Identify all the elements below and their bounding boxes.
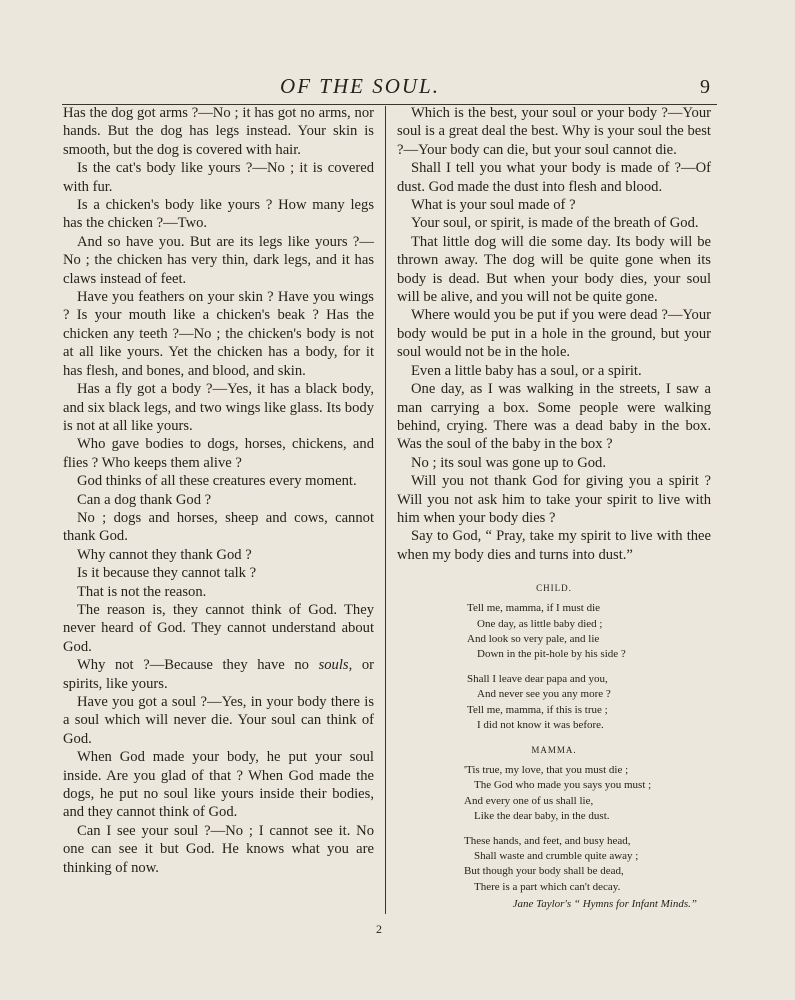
poem-line: These hands, and feet, and busy head,	[464, 835, 631, 847]
poem-line: Tell me, mamma, if this is true ;	[467, 703, 608, 716]
poem-line: Tell me, mamma, if I must die	[467, 602, 601, 615]
paragraph: When God made your body, he put your soul inside. Are you glad of that ? When God made the dogs, he put no soul like yours inside their bodies, and they cannot think of God.	[63, 749, 374, 821]
poem-line: I did not know it was before.	[477, 718, 604, 731]
paragraph: Is it because they cannot talk ?	[77, 565, 257, 582]
page-header-title: OF THE SOUL.	[280, 74, 440, 98]
paragraph: God thinks of all these creatures every moment.	[77, 473, 357, 490]
paragraph: Can I see your soul ?—No ; I cannot see it. No one can see it but God. He knows what you are thinking of now.	[63, 822, 374, 876]
left-column	[63, 104, 374, 877]
paragraph: Is the cat's body like yours ?—No ; it is covered with fur.	[63, 160, 374, 195]
poem-line: But though your body shall be dead,	[464, 865, 624, 878]
poem-heading-child: CHILD.	[536, 583, 572, 594]
poem-line: 'Tis true, my love, that you must die ;	[464, 764, 629, 777]
poem-line: One day, as little baby died ;	[477, 617, 603, 630]
poem-line: Like the dear baby, in the dust.	[474, 809, 610, 822]
paragraph-text: Why not ?—Because they have no	[77, 657, 319, 674]
poem	[397, 581, 711, 912]
paragraph: Which is the best, your soul or your body ?—Your soul is a great deal the best. Why is your soul the best ?—Your body can die, but your soul cannot die.	[397, 105, 711, 158]
paragraph: The reason is, they cannot think of God. They never heard of God. They cannot understand about God.	[63, 601, 374, 655]
paragraph: Say to God, “ Pray, take my spirit to live with thee when my body dies and turns into dust.”	[397, 528, 711, 563]
poem-stanza	[467, 672, 711, 733]
page-number: 9	[700, 76, 710, 98]
poem-stanza	[464, 834, 711, 895]
paragraph: No ; dogs and horses, sheep and cows, cannot thank God.	[63, 509, 374, 545]
poem-stanza	[467, 601, 711, 662]
paragraph-text: , or spirits, like yours.	[63, 657, 374, 692]
poem-attribution: Jane Taylor's “ Hymns for Infant Minds.”	[512, 897, 697, 910]
column-divider	[385, 106, 386, 914]
paragraph: Will you not thank God for giving you a spirit ? Will you not ask him to take your spirit to live with him when your body dies ?	[397, 473, 711, 526]
paragraph-with-emphasis	[63, 656, 374, 693]
poem-line: And never see you any more ?	[477, 688, 611, 701]
poem-line: And look so very pale, and lie	[467, 632, 600, 645]
paragraph: Can a dog thank God ?	[77, 491, 212, 508]
poem-line: There is a part which can't decay.	[474, 880, 621, 893]
paragraph: Who gave bodies to dogs, horses, chickens, and flies ? Who keeps them alive ?	[63, 436, 374, 471]
paragraph: Your soul, or spirit, is made of the breath of God.	[411, 215, 699, 232]
paragraph: Shall I tell you what your body is made of ?—Of dust. God made the dust into flesh and blood.	[397, 160, 711, 195]
paragraph: Has a fly got a body ?—Yes, it has a black body, and six black legs, and two wings like glass. Its body is not at all like yours.	[63, 381, 374, 434]
paragraph: What is your soul made of ?	[411, 197, 576, 214]
paragraph: No ; its soul was gone up to God.	[411, 454, 606, 471]
paragraph: Why cannot they thank God ?	[77, 546, 252, 563]
paragraph: And so have you. But are its legs like yours ?—No ; the chicken has very thin, dark legs, and it has claws instead of feet.	[63, 233, 374, 287]
paragraph: One day, as I was walking in the streets, I saw a man carrying a box. Some people were walking behind, crying. There was a dead baby in the box. Was the soul of the baby in the box ?	[397, 381, 711, 453]
paragraph: Has the dog got arms ?—No ; it has got no arms, nor hands. But the dog has legs instead. Your skin is smooth, but the dog is covered with hair.	[63, 105, 374, 158]
poem-line: Shall waste and crumble quite away ;	[474, 850, 639, 863]
poem-line: And every one of us shall lie,	[464, 794, 594, 807]
poem-line: Shall I leave dear papa and you,	[467, 673, 608, 686]
paragraph: Where would you be put if you were dead ?—Your body would be put in a hole in the ground, but your soul would not be in the hole.	[397, 307, 711, 361]
emphasized-word: souls	[318, 657, 349, 674]
poem-line: Down in the pit-hole by his side ?	[477, 647, 626, 660]
poem-line: The God who made you says you must ;	[474, 779, 652, 792]
paragraph: That is not the reason.	[77, 583, 207, 600]
paragraph: Even a little baby has a soul, or a spirit.	[411, 362, 642, 379]
paragraph: That little dog will die some day. Its body will be thrown away. The dog will be quite gone when its body is dead. But when your body dies, your soul will be alive, and you will not be quite gone.	[397, 233, 711, 306]
poem-stanza	[464, 763, 711, 824]
right-column	[397, 104, 711, 912]
poem-heading-mamma: MAMMA.	[531, 744, 577, 755]
signature-mark: 2	[376, 922, 382, 936]
paragraph: Have you feathers on your skin ? Have you wings ? Is your mouth like a chicken's beak ? Has the chicken any teeth ?—No ; the chicken's body is not at all like yours. Yet the chicken has a body, for it has flesh, and bones, and blood, and skin.	[63, 289, 374, 379]
paragraph: Is a chicken's body like yours ? How many legs has the chicken ?—Two.	[63, 197, 374, 232]
paragraph: Have you got a soul ?—Yes, in your body there is a soul which will never die. Your soul can think of God.	[63, 694, 374, 747]
